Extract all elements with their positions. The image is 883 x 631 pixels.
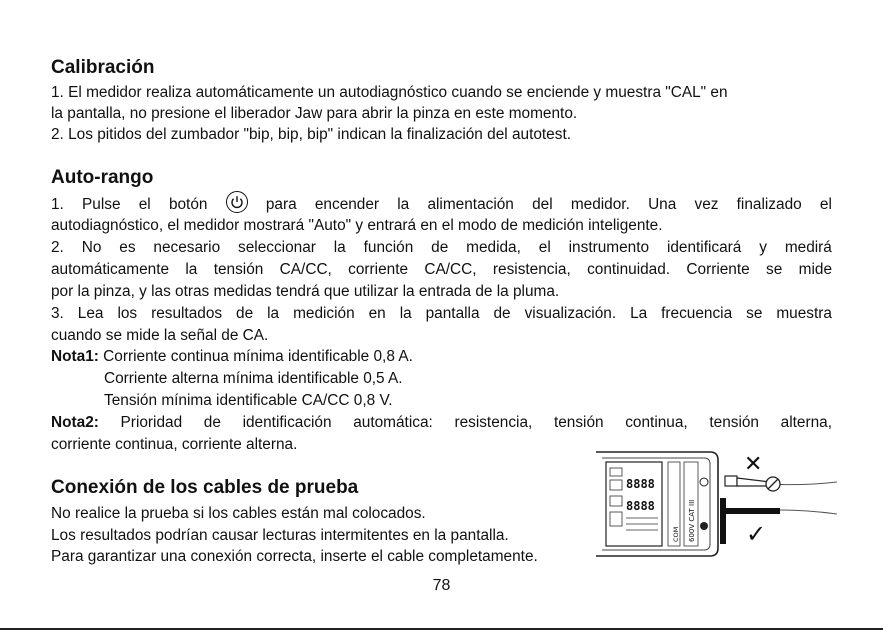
word: 3.	[51, 305, 64, 322]
word: resultados	[151, 305, 223, 322]
nota1-line-1	[51, 346, 413, 367]
word: No	[81, 239, 102, 256]
conexion-line-3: Para garantizar una conexión correcta, inserte el cable completamente.	[51, 548, 538, 565]
word: el	[819, 196, 832, 213]
word: frecuencia	[661, 305, 733, 322]
word: CA/CC,	[424, 261, 477, 278]
word: alterna,	[780, 414, 832, 431]
word: y	[759, 239, 767, 256]
word: tensión	[213, 261, 264, 278]
word: 1.	[51, 196, 64, 213]
word: visualización.	[524, 305, 617, 322]
word: función	[363, 239, 414, 256]
nota2-line-2: corriente continua, corriente alterna.	[51, 436, 298, 453]
lcd-digits-top: 8888	[626, 477, 655, 491]
calibracion-line-1: 1. El medidor realiza automáticamente un autodiagnóstico cuando se enciende y muestra "CAL" en	[51, 84, 728, 101]
word: automática:	[353, 414, 433, 431]
word: resistencia,	[454, 414, 533, 431]
section-title-autorango: Auto-rango	[51, 167, 154, 188]
calibracion-line-2: la pantalla, no presione el liberador Jaw para abrir la pinza en este momento.	[51, 105, 578, 122]
autorango-p3-line-2: cuando se mide la señal de CA.	[51, 327, 269, 344]
power-button-icon	[226, 194, 248, 216]
nota1-line-3: Tensión mínima identificable CA/CC 0,8 V.	[104, 392, 393, 409]
autorango-p1-line-2: autodiagnóstico, el medidor mostrará "Auto" y entrará en el modo de medición inteligente.	[51, 217, 663, 234]
word: finalizado	[736, 196, 802, 213]
word: la	[267, 305, 280, 322]
conexion-line-1: No realice la prueba si los cables están mal colocados.	[51, 505, 426, 522]
word: automáticamente	[51, 261, 170, 278]
word: la	[399, 305, 412, 322]
calibracion-line-3: 2. Los pitidos del zumbador "bip, bip, bip" indican la finalización del autotest.	[51, 126, 571, 143]
word: seleccionar	[238, 239, 316, 256]
word: vez	[694, 196, 719, 213]
nota1-line-2: Corriente alterna mínima identificable 0,5 A.	[104, 370, 403, 387]
com-label: COM	[672, 526, 680, 542]
word: 2.	[51, 239, 64, 256]
autorango-p2-line-3: por la pinza, y las otras medidas tendrá que utilizar la entrada de la pluma.	[51, 283, 560, 300]
meter-figure	[592, 446, 842, 566]
word: continuidad.	[587, 261, 671, 278]
word: de	[236, 305, 254, 322]
word: de	[203, 414, 221, 431]
word: continua,	[625, 414, 688, 431]
word: de	[431, 239, 449, 256]
word: de	[493, 305, 511, 322]
word: alimentación	[427, 196, 514, 213]
conexion-line-2: Los resultados podrían causar lecturas intermitentes en la pantalla.	[51, 527, 509, 544]
nota1-label: Nota1:	[51, 348, 99, 365]
nota1-text-1: Corriente continua mínima identificable 0,8 A.	[103, 348, 413, 365]
word: medidor.	[570, 196, 630, 213]
section-title-calibracion: Calibración	[51, 57, 155, 78]
word: la	[333, 239, 346, 256]
panel-text: 600V CAT III	[688, 499, 696, 542]
word: encender	[314, 196, 380, 213]
word: identificará	[666, 239, 742, 256]
word: se	[766, 261, 783, 278]
word: tensión	[553, 414, 604, 431]
word: del	[532, 196, 553, 213]
word: tensión	[709, 414, 759, 431]
word: Corriente	[686, 261, 750, 278]
word: corriente	[348, 261, 409, 278]
word: pantalla	[425, 305, 480, 322]
word: Pulse	[82, 196, 121, 213]
word: CA/CC,	[279, 261, 332, 278]
word: medición	[293, 305, 355, 322]
lcd-digits-bottom: 8888	[626, 499, 655, 513]
section-title-conexion: Conexión de los cables de prueba	[51, 477, 359, 498]
wrong-mark-icon: ✕	[744, 452, 763, 477]
autorango-p3-line-1	[51, 303, 832, 324]
word: medida,	[466, 239, 521, 256]
word: Prioridad	[120, 414, 183, 431]
word: Una	[648, 196, 677, 213]
word: mide	[798, 261, 832, 278]
word: el	[538, 239, 551, 256]
page-number: 78	[432, 577, 451, 594]
word: muestra	[776, 305, 832, 322]
word: medirá	[784, 239, 832, 256]
word: para	[265, 196, 297, 213]
word: los	[117, 305, 138, 322]
word: Lea	[77, 305, 104, 322]
word: la	[397, 196, 410, 213]
nota2-line-1	[51, 412, 832, 433]
bottom-divider	[0, 628, 883, 630]
autorango-p2-line-1	[51, 237, 832, 258]
word: es	[119, 239, 136, 256]
word: en	[368, 305, 386, 322]
word: identificación	[242, 414, 332, 431]
word: La	[630, 305, 648, 322]
nota2-label: Nota2:	[51, 414, 99, 431]
word: el	[138, 196, 151, 213]
right-mark-icon: ✓	[746, 520, 767, 548]
word: botón	[168, 196, 208, 213]
word: instrumento	[568, 239, 650, 256]
word: necesario	[153, 239, 221, 256]
word: se	[746, 305, 763, 322]
word: la	[185, 261, 198, 278]
autorango-p2-line-2	[51, 259, 832, 280]
word: resistencia,	[492, 261, 571, 278]
meter-illustration	[592, 446, 842, 566]
autorango-p1-line-1	[51, 194, 832, 216]
